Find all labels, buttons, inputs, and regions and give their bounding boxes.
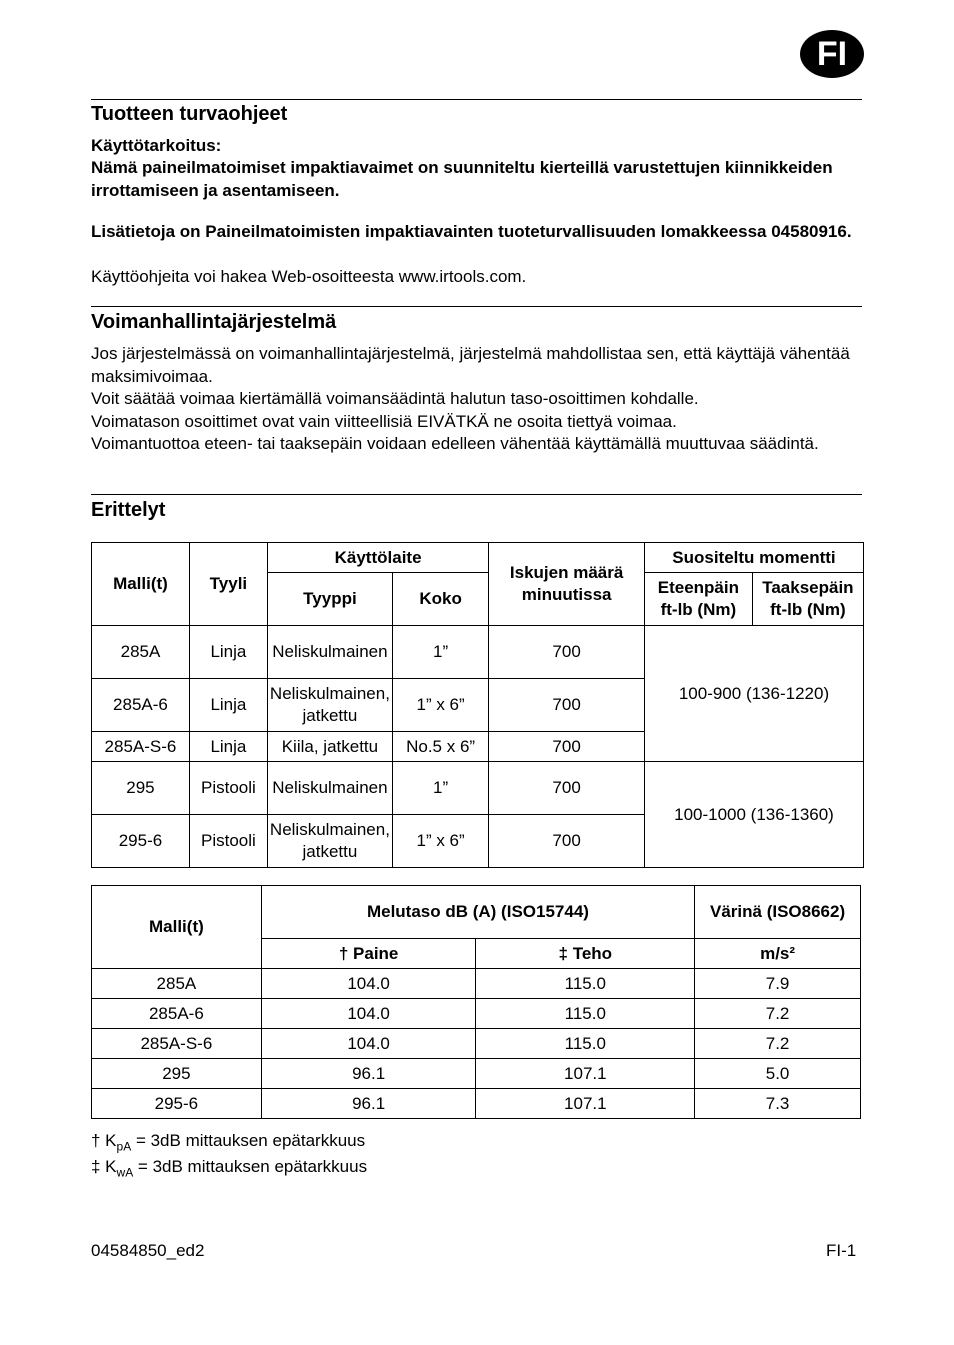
cell-style: Linja <box>189 732 267 762</box>
cell-power: 107.1 <box>476 1089 695 1119</box>
power-line: Voit säätää voimaa kiertämällä voimansäädintä halutun taso-osoittimen kohdalle. <box>91 389 699 408</box>
col-drive: Käyttölaite <box>267 543 488 573</box>
cell-size: 1” x 6” <box>392 815 488 868</box>
cell-size: 1” <box>392 626 488 679</box>
footnote-symbol: † K <box>91 1131 117 1150</box>
section-divider <box>91 306 862 307</box>
cell-power: 115.0 <box>476 1029 695 1059</box>
table-row <box>92 1089 861 1119</box>
col-style: Tyyli <box>189 543 267 626</box>
cell-model: 285A-S-6 <box>92 732 190 762</box>
section-divider <box>91 99 862 100</box>
power-line: Voimantuottoa eteen- tai taaksepäin voidaan edelleen vähentää käyttämällä muuttuvaa säädintä. <box>91 434 819 453</box>
cell-impacts: 700 <box>489 815 645 868</box>
cell-impacts: 700 <box>489 626 645 679</box>
cell-pressure: 104.0 <box>261 999 476 1029</box>
power-title: Voimanhallintajärjestelmä <box>91 311 337 333</box>
cell-torque: 100-900 (136-1220) <box>644 626 863 762</box>
noise-table <box>91 885 861 1119</box>
more-info-text: Lisätietoja on Paineilmatoimisten impaktiavainten tuoteturvallisuuden lomakkeessa 04580916. <box>91 222 852 241</box>
table-row <box>92 626 864 679</box>
cell-model: 285A-S-6 <box>92 1029 262 1059</box>
cell-type: Neliskulmainen, jatkettu <box>267 815 392 868</box>
cell-vibration: 7.3 <box>695 1089 861 1119</box>
power-line: Voimatason osoittimet ovat vain viitteellisiä EIVÄTKÄ ne osoita tiettyä voimaa. <box>91 411 677 431</box>
col-model: Malli(t) <box>92 886 262 969</box>
cell-size: No.5 x 6” <box>392 732 488 762</box>
col-pressure: † Paine <box>261 939 476 969</box>
col-power: ‡ Teho <box>476 939 695 969</box>
footnote-subscript: pA <box>116 1139 132 1154</box>
cell-model: 285A-6 <box>92 999 262 1029</box>
cell-vibration: 7.9 <box>695 969 861 999</box>
cell-style: Pistooli <box>189 762 267 815</box>
cell-impacts: 700 <box>489 762 645 815</box>
manual-note: Käyttöohjeita voi hakea Web-osoitteesta www.irtools.com. <box>91 267 527 286</box>
footnote-kpa <box>91 1131 365 1153</box>
col-noise: Melutaso dB (A) (ISO15744) <box>261 886 694 939</box>
cell-impacts: 700 <box>489 679 645 732</box>
cell-vibration: 5.0 <box>695 1059 861 1089</box>
col-forward: Eteenpäin ft-lb (Nm) <box>644 573 752 626</box>
section-divider <box>91 494 862 495</box>
col-impacts: Iskujen määrä minuutissa <box>489 543 645 626</box>
footnote-subscript: wA <box>116 1165 134 1180</box>
table-row <box>92 969 861 999</box>
cell-size: 1” <box>392 762 488 815</box>
table-row <box>92 1059 861 1089</box>
page-number: FI-1 <box>826 1241 857 1260</box>
col-size: Koko <box>392 573 488 626</box>
specs-table <box>91 542 864 868</box>
cell-pressure: 104.0 <box>261 1029 476 1059</box>
footnote-text: = 3dB mittauksen epätarkkuus <box>131 1131 366 1150</box>
power-text <box>91 343 866 456</box>
cell-type: Neliskulmainen <box>267 626 392 679</box>
cell-torque: 100-1000 (136-1360) <box>644 762 863 868</box>
language-badge: FI <box>800 30 864 78</box>
col-torque: Suositeltu momentti <box>644 543 863 573</box>
cell-type: Neliskulmainen <box>267 762 392 815</box>
footnote-text: = 3dB mittauksen epätarkkuus <box>133 1157 368 1176</box>
cell-power: 115.0 <box>476 999 695 1029</box>
cell-model: 285A <box>92 626 190 679</box>
purpose-label: Käyttötarkoitus: <box>91 136 222 155</box>
cell-power: 115.0 <box>476 969 695 999</box>
table-row <box>92 1029 861 1059</box>
col-unit: m/s² <box>695 939 861 969</box>
cell-power: 107.1 <box>476 1059 695 1089</box>
cell-type: Neliskulmainen, jatkettu <box>267 679 392 732</box>
col-vibration: Värinä (ISO8662) <box>695 886 861 939</box>
col-model: Malli(t) <box>92 543 190 626</box>
table-row <box>92 762 864 815</box>
safety-title: Tuotteen turvaohjeet <box>91 103 288 125</box>
cell-pressure: 96.1 <box>261 1089 476 1119</box>
cell-style: Pistooli <box>189 815 267 868</box>
cell-pressure: 104.0 <box>261 969 476 999</box>
cell-type: Kiila, jatkettu <box>267 732 392 762</box>
cell-size: 1” x 6” <box>392 679 488 732</box>
cell-model: 295 <box>92 1059 262 1089</box>
cell-style: Linja <box>189 626 267 679</box>
footnote-symbol: ‡ K <box>91 1157 117 1176</box>
footnote-kwa <box>91 1157 367 1179</box>
cell-pressure: 96.1 <box>261 1059 476 1089</box>
table-row <box>92 999 861 1029</box>
cell-model: 285A <box>92 969 262 999</box>
cell-model: 285A-6 <box>92 679 190 732</box>
cell-model: 295-6 <box>92 815 190 868</box>
cell-model: 295 <box>92 762 190 815</box>
cell-style: Linja <box>189 679 267 732</box>
cell-impacts: 700 <box>489 732 645 762</box>
specs-title: Erittelyt <box>91 499 166 521</box>
cell-vibration: 7.2 <box>695 1029 861 1059</box>
col-reverse: Taaksepäin ft-lb (Nm) <box>752 573 863 626</box>
cell-vibration: 7.2 <box>695 999 861 1029</box>
purpose-text: Nämä paineilmatoimiset impaktiavaimet on suunniteltu kierteillä varustettujen kiinnikkeiden irrottamiseen ja asentamiseen. <box>91 158 833 200</box>
power-line: Jos järjestelmässä on voimanhallintajärjestelmä, järjestelmä mahdollistaa sen, että käyttäjä vähentää maksimivoimaa. <box>91 344 850 386</box>
document-id: 04584850_ed2 <box>91 1241 205 1260</box>
col-type: Tyyppi <box>267 573 392 626</box>
cell-model: 295-6 <box>92 1089 262 1119</box>
